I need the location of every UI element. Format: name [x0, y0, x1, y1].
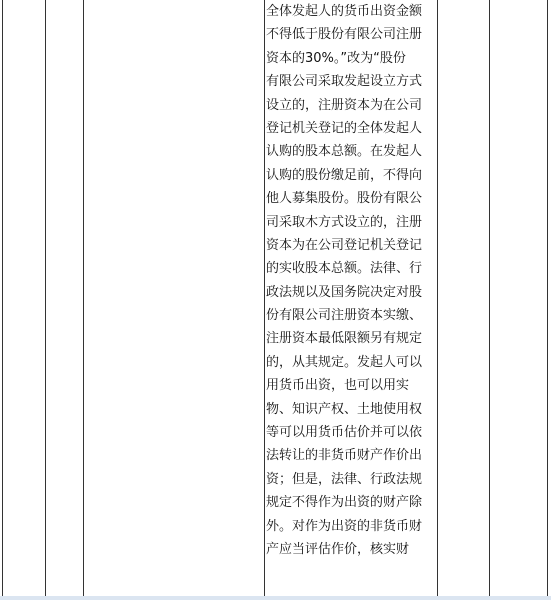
text-line: 政法规以及国务院决定对股 — [266, 284, 423, 300]
table-column-divider-3 — [264, 0, 265, 596]
text-line: 登记机关登记的全体发起人 — [266, 120, 423, 136]
text-line: 有限公司采取发起设立方式 — [266, 74, 423, 90]
table-column-divider-5 — [489, 0, 490, 596]
text-line: 份有限公司注册资本实缴、 — [266, 308, 423, 324]
text-line: 的，从其规定。发起人可以 — [266, 354, 423, 370]
text-line: 资；但是，法律、行政法规 — [266, 471, 423, 487]
text-line: 资本的30%。”改为“股份 — [266, 50, 406, 66]
table-border-right — [547, 0, 548, 596]
text-line: 他人募集股份。股份有限公 — [266, 191, 423, 207]
text-line: 产应当评估作价，核实财 — [266, 541, 410, 557]
window-bottom-edge — [0, 596, 551, 600]
text-line: 法转让的非货币财产作价出 — [266, 448, 423, 464]
table-column-divider-4 — [437, 0, 438, 596]
table-cell-amendment-text — [266, 0, 436, 561]
text-line: 认购的股本总额。在发起人 — [266, 144, 423, 160]
text-line: 不得低于股份有限公司注册 — [266, 27, 423, 43]
table-border-left — [2, 0, 3, 596]
text-line: 全体发起人的货币出资金额 — [266, 4, 423, 19]
text-line: 的实收股本总额。法律、行 — [266, 261, 423, 277]
text-line: 认购的股份缴足前，不得向 — [266, 167, 423, 183]
text-line: 资本为在公司登记机关登记 — [266, 237, 423, 253]
table-column-divider-2 — [83, 0, 84, 596]
text-line: 物、知识产权、土地使用权 — [266, 401, 423, 417]
text-line: 注册资本最低限额另有规定 — [266, 331, 423, 347]
text-line: 规定不得作为出资的财产除 — [266, 495, 423, 511]
text-line: 外。对作为出资的非货币财 — [266, 518, 423, 534]
text-line: 设立的，注册资本为在公司 — [266, 97, 423, 113]
text-line: 等可以用货币估价并可以依 — [266, 425, 423, 441]
text-line: 用货币出资，也可以用实 — [266, 378, 410, 394]
text-line: 司采取木方式设立的，注册 — [266, 214, 423, 230]
table-column-divider-1 — [45, 0, 46, 596]
